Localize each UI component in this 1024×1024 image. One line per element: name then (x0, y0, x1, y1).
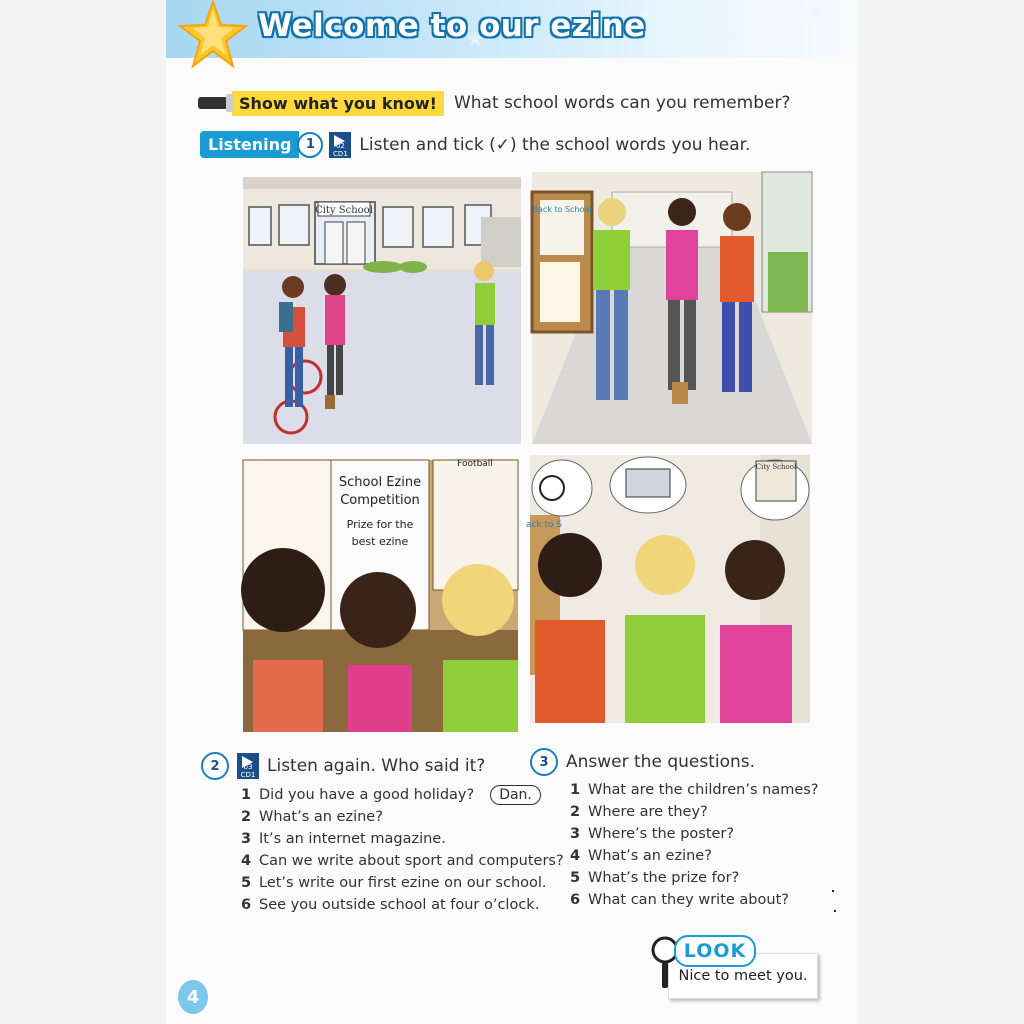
listening-instruction: Listen and tick (✓) the school words you hear. (359, 134, 751, 155)
page-title: Welcome to our ezine (258, 8, 646, 44)
audio-play-icon[interactable] (237, 753, 259, 779)
exercise-2 (201, 752, 485, 780)
cd-track: 02 (335, 141, 345, 150)
list-item: 6 What can they write about? (570, 892, 789, 908)
board-fragment: Football (457, 459, 493, 469)
listening-label: Listening (200, 131, 299, 158)
page-margin-right (858, 0, 1024, 1024)
cd-track: 03 (243, 763, 253, 771)
poster-line-1: School Ezine (338, 475, 422, 490)
exercise-3-number: 3 (530, 748, 558, 776)
exercise-2-number: 2 (201, 752, 229, 780)
back-to-school-poster: Back to School (532, 205, 592, 214)
poster-line-4: best ezine (351, 535, 409, 548)
list-item: 2 What’s an ezine? (241, 809, 383, 825)
cd-name: CD1 (333, 149, 348, 158)
exercise-2-list (241, 784, 564, 916)
illustration-competition-poster (243, 460, 518, 732)
show-question: What school words can you remember? (453, 93, 791, 113)
list-item: 4 Can we write about sport and computers? (241, 853, 564, 869)
exercise-number: 1 (297, 132, 323, 158)
exercise-3-title: Answer the questions. (566, 752, 756, 772)
torch-icon (198, 97, 228, 109)
list-item: 2 Where are they? (570, 804, 708, 820)
cd-name: CD1 (240, 771, 256, 779)
exercise-3 (530, 748, 755, 776)
star-icon (178, 0, 248, 70)
list-item: 6 See you outside school at four o’clock. (241, 897, 540, 913)
city-school-thought-sign: City School (755, 463, 797, 471)
school-sign: City School (315, 205, 373, 216)
answer-bubble: Dan. (490, 785, 541, 805)
listening-row (200, 131, 750, 158)
illustration-three-friends (525, 455, 810, 723)
show-what-you-know-row (198, 90, 790, 116)
list-item: 1 What are the children’s names? (570, 782, 819, 798)
poster-fragment: ack to S (525, 520, 563, 530)
speck (832, 890, 834, 892)
show-label: Show what you know! (232, 91, 444, 116)
illustration-school-exterior (243, 177, 521, 444)
poster-line-2: Competition (340, 493, 420, 508)
list-item: 1 Did you have a good holiday? Dan. (241, 784, 564, 806)
list-item: 4 What’s an ezine? (570, 848, 712, 864)
list-item: 3 Where’s the poster? (570, 826, 735, 842)
exercise-3-list (570, 779, 819, 911)
look-label: LOOK (674, 935, 756, 967)
list-item: 5 Let’s write our first ezine on our school. (241, 875, 547, 891)
list-item: 5 What’s the prize for? (570, 870, 740, 886)
page-margin-left (0, 0, 166, 1024)
exercise-2-title: Listen again. Who said it? (267, 756, 486, 776)
illustration-school-corridor (532, 172, 812, 444)
audio-play-icon[interactable] (329, 132, 351, 158)
page-number: 4 (178, 980, 208, 1014)
speck (834, 910, 836, 912)
poster-line-3: Prize for the (346, 518, 414, 531)
list-item: 3 It’s an internet magazine. (241, 831, 446, 847)
look-phrase: Nice to meet you. (668, 953, 818, 999)
